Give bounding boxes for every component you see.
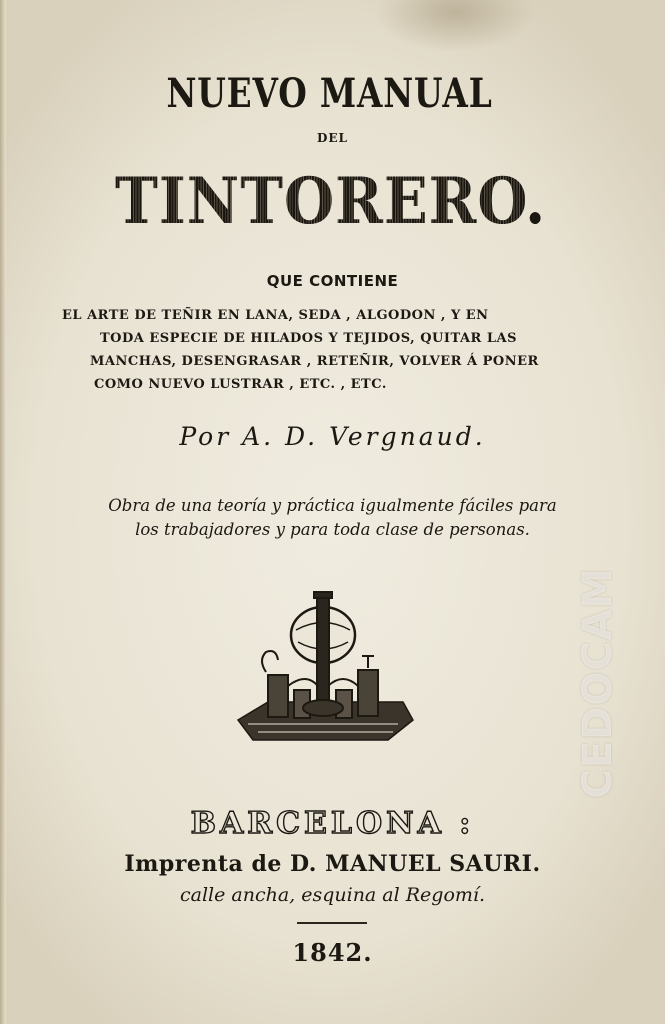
description: [62, 304, 574, 396]
work-description: [0, 494, 665, 542]
city: BARCELONA :: [190, 806, 475, 841]
author: Por A. D. Vergnaud.: [179, 422, 486, 451]
description-line-4: COMO NUEVO LUSTRAR , ETC. , ETC.: [94, 377, 387, 392]
title-main: [31, 166, 630, 238]
title-del: DEL: [317, 131, 348, 145]
library-stamp-text: CEDOCAM: [575, 567, 621, 799]
description-line-3: MANCHAS, DESENGRASAR , RETEÑIR, VOLVER Á PONER: [90, 354, 539, 369]
work-line-1: Obra de una teoría y práctica igualmente fáciles para: [108, 496, 557, 515]
title-main-dot: .: [525, 164, 547, 239]
library-stamp: [548, 567, 621, 810]
work-line-2: los trabajadores y para toda clase de personas.: [135, 520, 530, 539]
title-line-1: NUEVO MANUAL: [166, 70, 493, 117]
description-line-1: EL ARTE DE TEÑIR EN LANA, SEDA , ALGODON , Y EN: [62, 308, 489, 323]
title-main-text: TINTORERO: [115, 164, 526, 239]
dyeing-apparatus-engraving: [228, 590, 418, 760]
publication-year: 1842.: [292, 938, 373, 967]
street-address: calle ancha, esquina al Regomí.: [179, 884, 486, 906]
printer: Imprenta de D. MANUEL SAURI.: [124, 851, 541, 877]
description-line-2: TODA ESPECIE DE HILADOS Y TEJIDOS, QUITAR LAS: [100, 331, 517, 346]
subtitle: QUE CONTIENE: [266, 272, 399, 290]
divider-rule: [297, 922, 367, 924]
